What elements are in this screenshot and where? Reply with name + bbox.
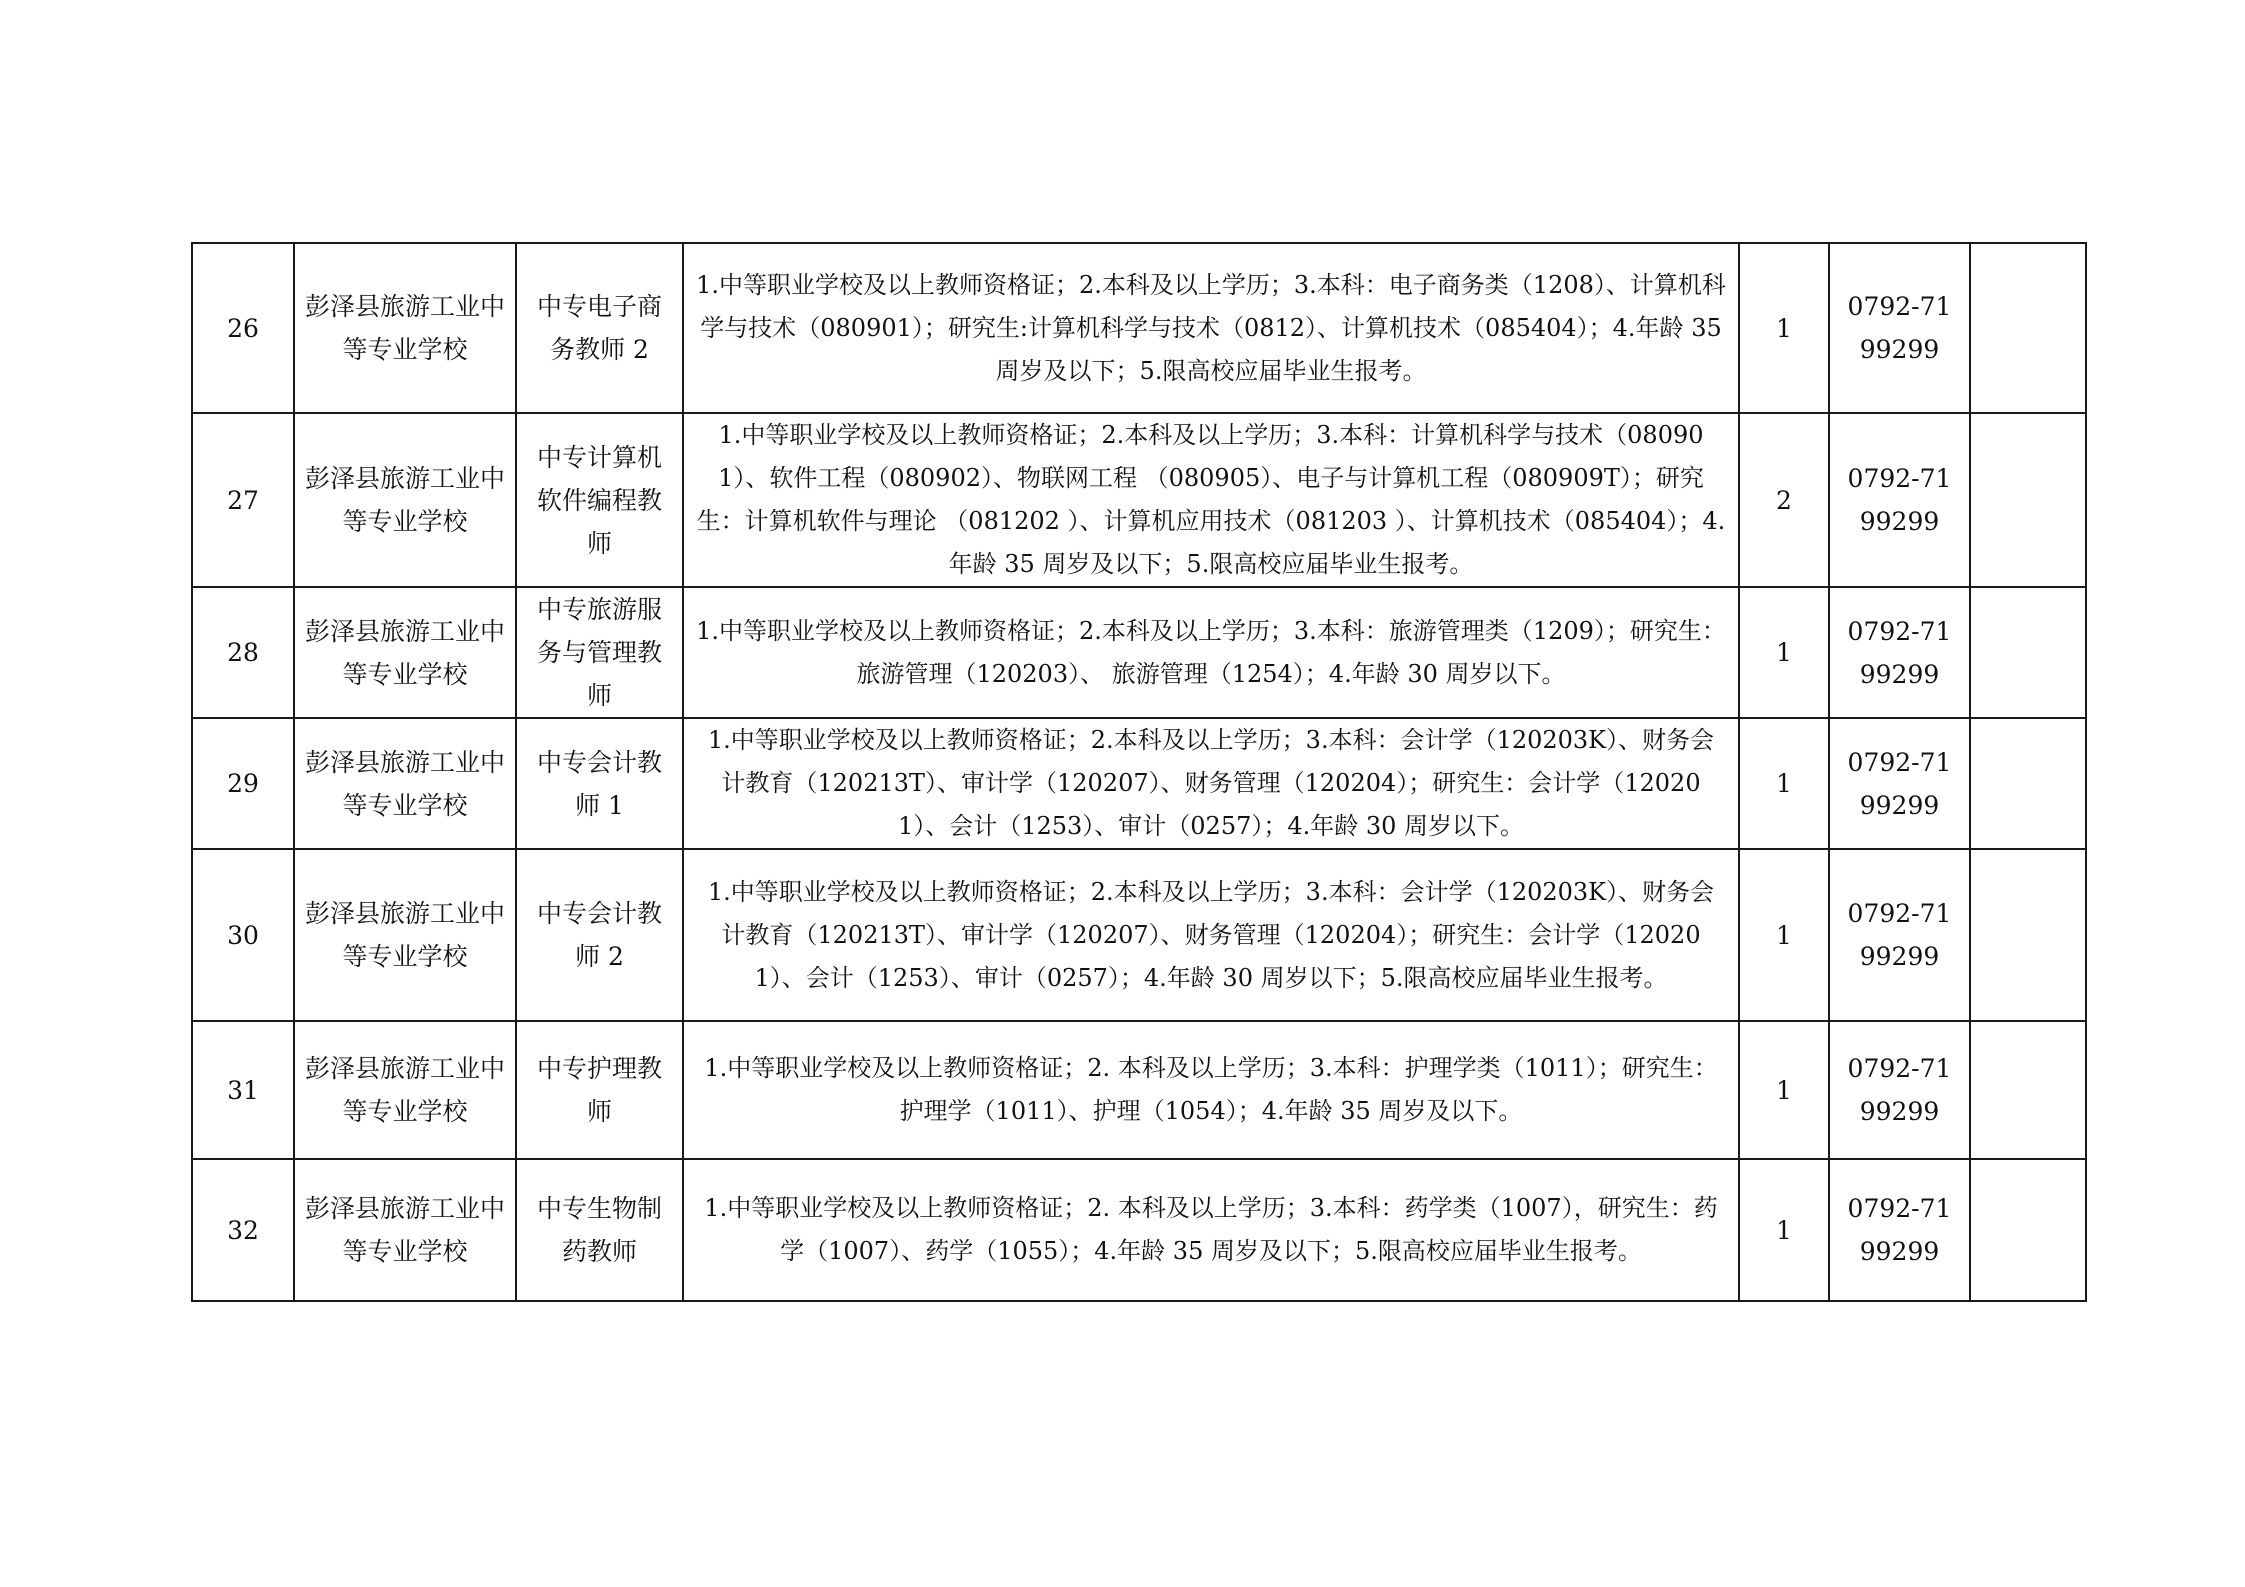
requirements: 1.中等职业学校及以上教师资格证；2. 本科及以上学历；3.本科：药学类（1007），研究生：药学（1007）、药学（1055）；4.年龄 35 周岁及以下；5.限高校应届毕业生报考。 [683, 1159, 1739, 1301]
recruit-count: 1 [1739, 243, 1829, 413]
requirements: 1.中等职业学校及以上教师资格证；2.本科及以上学历；3.本科：会计学（120203K）、财务会计教育（120213T）、审计学（120207）、财务管理（120204）；研究生：会计学（120201）、会计（1253）、审计（0257）；4.年龄 30 周岁以下；5.限高校应届毕业生报考。 [683, 849, 1739, 1021]
row-number: 30 [192, 849, 294, 1021]
position-name: 中专旅游服务与管理教师 [516, 587, 683, 718]
position-name: 中专会计教师 2 [516, 849, 683, 1021]
recruit-count: 1 [1739, 1021, 1829, 1159]
contact-phone: 0792-7199299 [1829, 1021, 1970, 1159]
table-row [192, 587, 2086, 718]
position-name: 中专电子商务教师 2 [516, 243, 683, 413]
requirements: 1.中等职业学校及以上教师资格证；2.本科及以上学历；3.本科：会计学（120203K）、财务会计教育（120213T）、审计学（120207）、财务管理（120204）；研究生：会计学（120201）、会计（1253）、审计（0257）；4.年龄 30 周岁以下。 [683, 718, 1739, 849]
school-name: 彭泽县旅游工业中等专业学校 [294, 1159, 516, 1301]
school-name: 彭泽县旅游工业中等专业学校 [294, 849, 516, 1021]
school-name: 彭泽县旅游工业中等专业学校 [294, 243, 516, 413]
table-row [192, 413, 2086, 587]
recruitment-table [191, 242, 2087, 1302]
row-number: 29 [192, 718, 294, 849]
recruit-count: 1 [1739, 718, 1829, 849]
recruit-count: 2 [1739, 413, 1829, 587]
table-row [192, 718, 2086, 849]
requirements: 1.中等职业学校及以上教师资格证；2.本科及以上学历；3.本科：电子商务类（1208）、计算机科学与技术（080901）；研究生:计算机科学与技术（0812）、计算机技术（085404）；4.年龄 35 周岁及以下；5.限高校应届毕业生报考。 [683, 243, 1739, 413]
row-number: 27 [192, 413, 294, 587]
row-number: 31 [192, 1021, 294, 1159]
contact-phone: 0792-7199299 [1829, 849, 1970, 1021]
school-name: 彭泽县旅游工业中等专业学校 [294, 1021, 516, 1159]
position-name: 中专护理教师 [516, 1021, 683, 1159]
requirements: 1.中等职业学校及以上教师资格证；2. 本科及以上学历；3.本科：护理学类（1011）；研究生：护理学（1011）、护理（1054）；4.年龄 35 周岁及以下。 [683, 1021, 1739, 1159]
table-row [192, 849, 2086, 1021]
recruit-count: 1 [1739, 849, 1829, 1021]
position-name: 中专会计教师 1 [516, 718, 683, 849]
contact-phone: 0792-7199299 [1829, 243, 1970, 413]
table-row [192, 1159, 2086, 1301]
position-name: 中专计算机软件编程教师 [516, 413, 683, 587]
row-number: 28 [192, 587, 294, 718]
position-name: 中专生物制药教师 [516, 1159, 683, 1301]
contact-phone: 0792-7199299 [1829, 1159, 1970, 1301]
note [1970, 718, 2086, 849]
table-row [192, 1021, 2086, 1159]
school-name: 彭泽县旅游工业中等专业学校 [294, 413, 516, 587]
contact-phone: 0792-7199299 [1829, 718, 1970, 849]
school-name: 彭泽县旅游工业中等专业学校 [294, 587, 516, 718]
note [1970, 1021, 2086, 1159]
note [1970, 413, 2086, 587]
note [1970, 849, 2086, 1021]
note [1970, 1159, 2086, 1301]
requirements: 1.中等职业学校及以上教师资格证；2.本科及以上学历；3.本科：旅游管理类（1209）；研究生：旅游管理（120203）、 旅游管理（1254）；4.年龄 30 周岁以下。 [683, 587, 1739, 718]
table-row [192, 243, 2086, 413]
row-number: 26 [192, 243, 294, 413]
contact-phone: 0792-7199299 [1829, 587, 1970, 718]
requirements: 1.中等职业学校及以上教师资格证；2.本科及以上学历；3.本科：计算机科学与技术（080901）、软件工程（080902）、物联网工程 （080905）、电子与计算机工程（080909T）；研究生：计算机软件与理论 （081202 ）、计算机应用技术（081203 ）、计算机技术（085404）；4.年龄 35 周岁及以下；5.限高校应届毕业生报考。 [683, 413, 1739, 587]
note [1970, 243, 2086, 413]
school-name: 彭泽县旅游工业中等专业学校 [294, 718, 516, 849]
contact-phone: 0792-7199299 [1829, 413, 1970, 587]
row-number: 32 [192, 1159, 294, 1301]
recruit-count: 1 [1739, 1159, 1829, 1301]
recruit-count: 1 [1739, 587, 1829, 718]
note [1970, 587, 2086, 718]
